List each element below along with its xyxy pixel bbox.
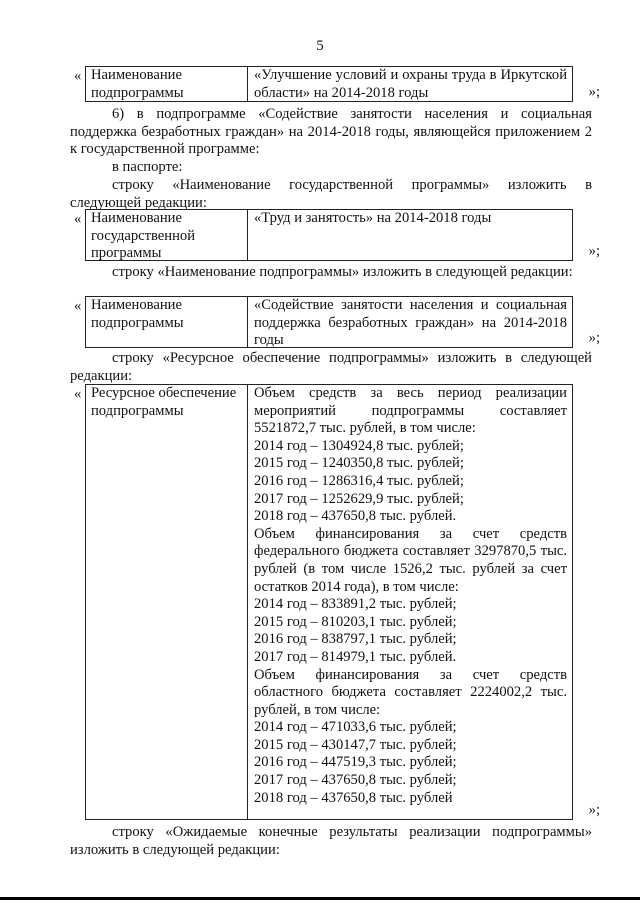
scan-bottom-edge bbox=[0, 897, 640, 900]
quote-open: « bbox=[74, 386, 82, 402]
table-value: «Улучшение условий и охраны труда в Иркутской области» на 2014-2018 годы bbox=[254, 67, 567, 101]
total-year-2018: 2018 год – 437650,8 тыс. рублей. bbox=[254, 508, 457, 525]
paragraph-row-program-name: строку «Наименование государственной программы» изложить в следующей редакции: bbox=[70, 177, 592, 211]
table-subprogram-name-2 bbox=[70, 296, 600, 348]
paragraph-item-6: 6) в подпрограмме «Содействие занятости населения и социальная поддержка безработных граждан» на 2014-2018 годы, являющейся приложением 2 к государственной программе: bbox=[70, 106, 592, 158]
total-year-2016: 2016 год – 1286316,4 тыс. рублей; bbox=[254, 472, 464, 489]
regional-year-2018: 2018 год – 437650,8 тыс. рублей bbox=[254, 789, 453, 806]
page-number: 5 bbox=[316, 38, 324, 54]
table-value: «Труд и занятость» на 2014-2018 годы bbox=[254, 210, 492, 226]
regional-year-2014: 2014 год – 471033,6 тыс. рублей; bbox=[254, 719, 457, 736]
table-box bbox=[85, 209, 573, 261]
quote-close: »; bbox=[588, 330, 600, 347]
table-value: «Содействие занятости населения и социальная поддержка безработных граждан» на 2014-2018 годы bbox=[254, 297, 567, 349]
total-year-2017: 2017 год – 1252629,9 тыс. рублей; bbox=[254, 490, 464, 507]
federal-year-2014: 2014 год – 833891,2 тыс. рублей; bbox=[254, 596, 457, 613]
regional-year-2016: 2016 год – 447519,3 тыс. рублей; bbox=[254, 754, 457, 771]
total-funding-intro: Объем средств за весь период реализации мероприятий подпрограммы составляет 5521872,7 тыс. рублей, в том числе: bbox=[254, 385, 567, 437]
federal-funding-intro: Объем финансирования за счет средств федерального бюджета составляет 3297870,5 тыс. рублей (в том числе 1526,2 тыс. рублей за счет остатков 2014 года), в том числе: bbox=[254, 525, 567, 595]
table-program-name bbox=[70, 209, 600, 261]
table-resources bbox=[70, 384, 600, 820]
quote-close: »; bbox=[588, 84, 600, 101]
paragraph-row-subprogram-name: строку «Наименование подпрограммы» изложить в следующей редакции: bbox=[112, 264, 573, 280]
quote-open: « bbox=[74, 68, 82, 84]
paragraph-row-resources: строку «Ресурсное обеспечение подпрограммы» изложить в следующей редакции: bbox=[70, 350, 592, 384]
quote-close: »; bbox=[588, 243, 600, 260]
table-label: Наименование подпрограммы bbox=[86, 67, 248, 101]
quote-close: »; bbox=[588, 802, 600, 819]
regional-year-2015: 2015 год – 430147,7 тыс. рублей; bbox=[254, 736, 457, 753]
federal-year-2016: 2016 год – 838797,1 тыс. рублей; bbox=[254, 631, 457, 648]
regional-year-2017: 2017 год – 437650,8 тыс. рублей; bbox=[254, 772, 457, 789]
paragraph-row-results: строку «Ожидаемые конечные результаты реализации подпрограммы» изложить в следующей редакции: bbox=[70, 824, 592, 858]
table-label: Наименование государственной программы bbox=[86, 210, 248, 260]
quote-open: « bbox=[74, 211, 82, 227]
federal-year-2015: 2015 год – 810203,1 тыс. рублей; bbox=[254, 613, 457, 630]
table-box bbox=[85, 384, 573, 820]
table-box bbox=[85, 66, 573, 102]
table-value bbox=[248, 385, 572, 819]
table-label: Ресурсное обеспечение подпрограммы bbox=[86, 385, 248, 819]
table-subprogram-name-1 bbox=[70, 66, 600, 102]
table-box bbox=[85, 296, 573, 348]
regional-funding-intro: Объем финансирования за счет средств областного бюджета составляет 2224002,2 тыс. рублей, в том числе: bbox=[254, 666, 567, 718]
quote-open: « bbox=[74, 298, 82, 314]
total-year-2014: 2014 год – 1304924,8 тыс. рублей; bbox=[254, 437, 464, 454]
federal-year-2017: 2017 год – 814979,1 тыс. рублей. bbox=[254, 648, 457, 665]
table-label: Наименование подпрограммы bbox=[86, 297, 248, 347]
paragraph-passport: в паспорте: bbox=[112, 159, 183, 175]
total-year-2015: 2015 год – 1240350,8 тыс. рублей; bbox=[254, 455, 464, 472]
